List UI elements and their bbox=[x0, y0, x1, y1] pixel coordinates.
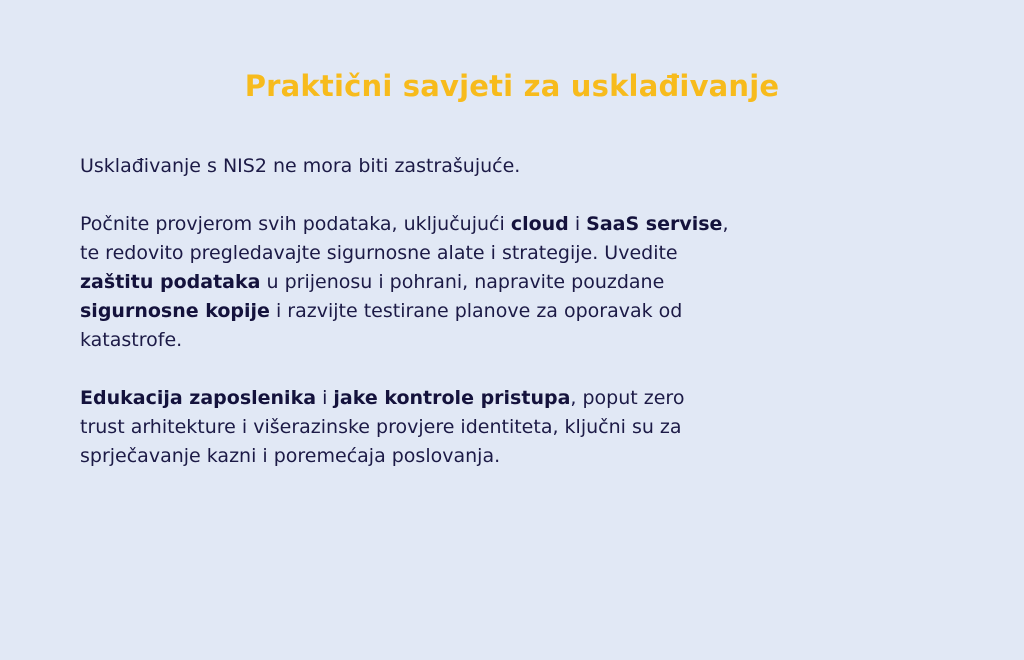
text-segment: , poput zero trust arhitekture i višerazinske provjere identiteta, ključni su za sprječavanje kazni i poremećaja poslovanja. bbox=[80, 387, 685, 467]
emphasis-access-control: jake kontrole pristupa bbox=[333, 387, 571, 409]
text-segment: i bbox=[316, 387, 334, 409]
intro-text: Usklađivanje s NIS2 ne mora biti zastrašujuće. bbox=[80, 155, 521, 177]
emphasis-backups: sigurnosne kopije bbox=[80, 300, 270, 322]
text-segment: Počnite provjerom svih podataka, uključujući bbox=[80, 213, 511, 235]
text-segment: u prijenosu i pohrani, napravite pouzdane bbox=[260, 271, 665, 293]
body-text bbox=[80, 152, 730, 500]
page-title: Praktični savjeti za usklađivanje bbox=[244, 69, 780, 104]
emphasis-saas: SaaS servise bbox=[586, 213, 723, 235]
text-segment: i bbox=[568, 213, 587, 235]
text-segment: i razvijte testirane planove za oporavak od katastrofe. bbox=[80, 300, 683, 351]
emphasis-data-protection: zaštitu podataka bbox=[80, 271, 261, 293]
text-segment: , te redovito pregledavajte sigurnosne alate i strategije. Uvedite bbox=[80, 213, 729, 264]
intro-paragraph bbox=[80, 152, 730, 181]
training-paragraph bbox=[80, 384, 730, 471]
emphasis-cloud: cloud bbox=[510, 213, 569, 235]
emphasis-training: Edukacija zaposlenika bbox=[80, 387, 317, 409]
steps-paragraph bbox=[80, 210, 730, 355]
